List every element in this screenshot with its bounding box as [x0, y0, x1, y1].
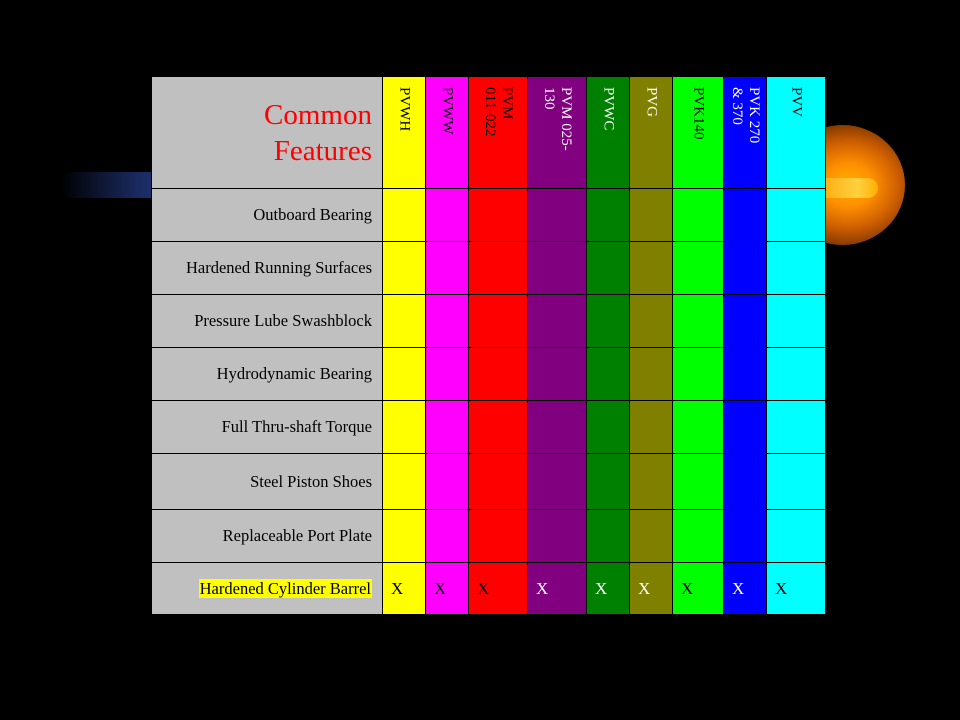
feature-cell [426, 348, 469, 401]
column-header-label: PVK 270 & 370 [729, 87, 762, 144]
column-header-1 [426, 77, 469, 189]
feature-cell [630, 189, 673, 242]
feature-cell [724, 242, 767, 295]
feature-cell [630, 242, 673, 295]
feature-cell [630, 295, 673, 348]
feature-cell [724, 454, 767, 510]
x-mark-cell: X [673, 563, 724, 615]
column-header-2 [469, 77, 528, 189]
feature-cell [673, 295, 724, 348]
x-mark-cell: X [630, 563, 673, 615]
feature-cell [426, 295, 469, 348]
feature-cell [767, 295, 826, 348]
column-header-5 [630, 77, 673, 189]
feature-cell [630, 348, 673, 401]
column-header-4 [587, 77, 630, 189]
feature-cell [528, 242, 587, 295]
feature-cell [383, 189, 426, 242]
feature-label: Hydrodynamic Bearing [152, 348, 383, 401]
feature-cell [587, 454, 630, 510]
features-table [151, 76, 826, 615]
feature-cell [528, 401, 587, 454]
feature-cell [426, 189, 469, 242]
feature-cell [767, 401, 826, 454]
column-header-0 [383, 77, 426, 189]
feature-label: Pressure Lube Swashblock [152, 295, 383, 348]
column-header-label: PVWW [439, 87, 456, 135]
feature-cell [767, 189, 826, 242]
column-header-8 [767, 77, 826, 189]
feature-label: Hardened Running Surfaces [152, 242, 383, 295]
feature-cell [587, 242, 630, 295]
x-mark-cell: X [724, 563, 767, 615]
feature-cell [767, 510, 826, 563]
column-header-6 [673, 77, 724, 189]
column-header-label: PVWC [600, 87, 617, 131]
feature-cell [528, 454, 587, 510]
feature-cell [630, 454, 673, 510]
feature-cell [528, 189, 587, 242]
feature-cell [383, 454, 426, 510]
highlight-feature-label [152, 563, 383, 615]
x-mark-cell: X [383, 563, 426, 615]
feature-cell [383, 401, 426, 454]
feature-cell [383, 242, 426, 295]
highlight-row [152, 563, 826, 615]
feature-cell [528, 295, 587, 348]
feature-row [152, 348, 826, 401]
column-header-label: PVG [643, 87, 660, 118]
column-header-label: PVM 025- 130 [541, 87, 574, 151]
column-header-7 [724, 77, 767, 189]
feature-cell [673, 242, 724, 295]
feature-cell [469, 401, 528, 454]
feature-cell [673, 454, 724, 510]
feature-row [152, 454, 826, 510]
feature-cell [469, 348, 528, 401]
x-mark-cell: X [426, 563, 469, 615]
feature-cell [426, 242, 469, 295]
feature-cell [767, 348, 826, 401]
feature-cell [630, 401, 673, 454]
feature-cell [724, 510, 767, 563]
feature-cell [587, 295, 630, 348]
feature-cell [383, 510, 426, 563]
table-title-line2: Features [273, 134, 372, 167]
feature-cell [426, 454, 469, 510]
column-header-label: PVWH [396, 87, 413, 132]
feature-cell [673, 401, 724, 454]
column-header-label: PVK140 [690, 87, 707, 140]
feature-cell [724, 348, 767, 401]
feature-cell [767, 242, 826, 295]
x-mark-cell: X [469, 563, 528, 615]
feature-cell [767, 454, 826, 510]
feature-cell [469, 189, 528, 242]
feature-cell [724, 401, 767, 454]
header-row [152, 77, 826, 189]
feature-row [152, 242, 826, 295]
feature-label: Full Thru-shaft Torque [152, 401, 383, 454]
feature-cell [426, 401, 469, 454]
feature-cell [528, 348, 587, 401]
feature-label: Steel Piston Shoes [152, 454, 383, 510]
column-header-3 [528, 77, 587, 189]
feature-cell [383, 295, 426, 348]
feature-cell [587, 510, 630, 563]
feature-cell [469, 510, 528, 563]
table-title-cell [152, 77, 383, 189]
table-title-line1: Common [264, 98, 372, 131]
feature-cell [587, 189, 630, 242]
feature-cell [587, 401, 630, 454]
x-mark-cell: X [767, 563, 826, 615]
feature-cell [673, 510, 724, 563]
feature-cell [426, 510, 469, 563]
feature-cell [469, 295, 528, 348]
feature-label: Outboard Bearing [152, 189, 383, 242]
feature-cell [673, 189, 724, 242]
feature-cell [383, 348, 426, 401]
x-mark-cell: X [587, 563, 630, 615]
feature-row [152, 189, 826, 242]
highlight-feature-text: Hardened Cylinder Barrel [199, 578, 371, 598]
feature-row [152, 401, 826, 454]
column-header-label: PVV [788, 87, 805, 118]
feature-cell [630, 510, 673, 563]
feature-label: Replaceable Port Plate [152, 510, 383, 563]
x-mark-cell: X [528, 563, 587, 615]
feature-cell [724, 189, 767, 242]
column-header-label: PVM 011-022 [482, 87, 515, 137]
feature-cell [673, 348, 724, 401]
feature-cell [528, 510, 587, 563]
feature-cell [587, 348, 630, 401]
feature-row [152, 295, 826, 348]
feature-row [152, 510, 826, 563]
feature-cell [724, 295, 767, 348]
feature-cell [469, 242, 528, 295]
feature-cell [469, 454, 528, 510]
